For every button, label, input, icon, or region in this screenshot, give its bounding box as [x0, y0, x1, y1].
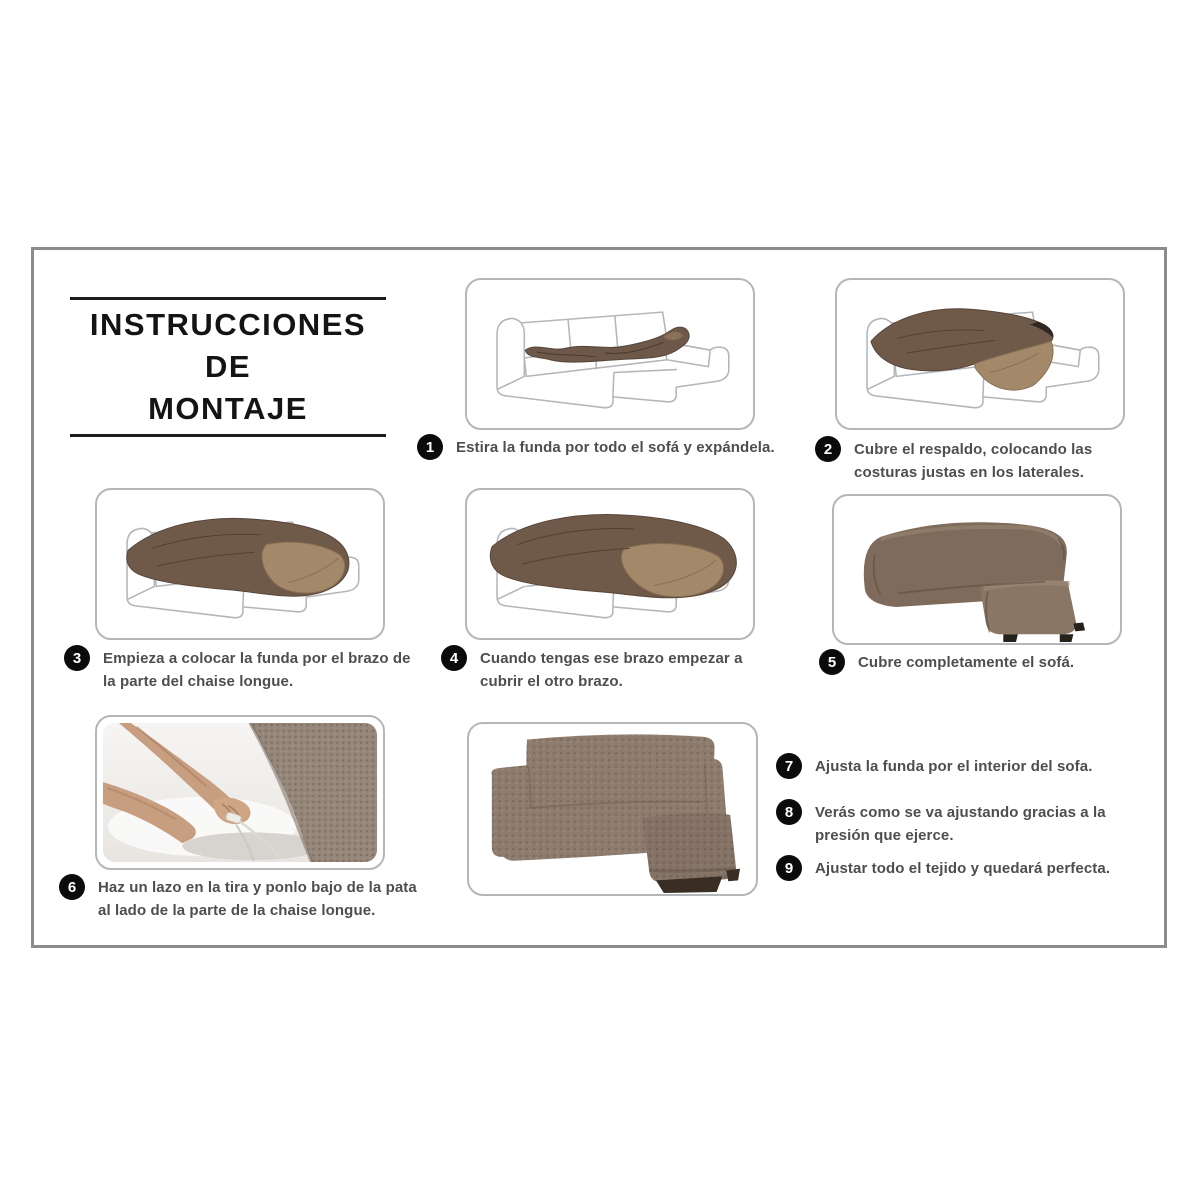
- step-2-caption: Cubre el respaldo, colocando las costuras justas en los laterales.: [854, 441, 1093, 481]
- step-7: [776, 753, 1175, 779]
- step-9: [776, 855, 1175, 881]
- title-block: [70, 297, 386, 437]
- step-7-badge: 7: [776, 753, 802, 779]
- sofa-cover-step1-illustration: [467, 280, 753, 428]
- step-8-caption: Verás como se va ajustando gracias a la presión que ejerce.: [815, 804, 1106, 844]
- illustration-box-5: [832, 494, 1122, 645]
- step-7-caption: Ajusta la funda por el interior del sofa.: [815, 758, 1093, 775]
- sofa-backrest: [526, 734, 714, 810]
- page-title: [70, 304, 386, 430]
- step-5-caption: Cubre completamente el sofá.: [858, 654, 1075, 671]
- step-9-caption: Ajustar todo el tejido y quedará perfecta.: [815, 860, 1111, 877]
- step-3: [64, 645, 425, 693]
- step-9-badge: 9: [776, 855, 802, 881]
- step-1: [417, 434, 816, 460]
- step-2: [815, 436, 1119, 484]
- illustration-box-6: [95, 715, 385, 870]
- sofa-cover-step2-illustration: [837, 280, 1123, 428]
- title-line-1: INSTRUCCIONES: [89, 307, 367, 342]
- step-1-caption: Estira la funda por todo el sofá y expándela.: [456, 439, 775, 456]
- illustration-box-3: [95, 488, 385, 640]
- illustration-box-1: [465, 278, 755, 430]
- step-3-caption: Empieza a colocar la funda por el brazo de la parte del chaise longue.: [103, 650, 411, 690]
- title-line-3: MONTAJE: [148, 391, 308, 426]
- step-6-caption: Haz un lazo en la tira y ponlo bajo de la pata al lado de la parte de la chaise longue.: [98, 879, 417, 919]
- illustration-box-2: [835, 278, 1125, 430]
- step-1-badge: 1: [417, 434, 443, 460]
- title-rule-top: [70, 297, 386, 300]
- sofa-cover-step4-illustration: [467, 490, 753, 638]
- step6-photo: [103, 723, 377, 862]
- step-5: [819, 649, 1158, 675]
- step-5-badge: 5: [819, 649, 845, 675]
- hands-tying-lace-photo-illustration: [103, 723, 377, 862]
- step-3-badge: 3: [64, 645, 90, 671]
- step-8: [776, 799, 1115, 847]
- illustration-box-7: [467, 722, 758, 896]
- finished-sofa-photo-illustration: [469, 724, 756, 894]
- illustration-box-4: [465, 488, 755, 640]
- sofa-cover-step3-illustration: [97, 490, 383, 638]
- step-2-badge: 2: [815, 436, 841, 462]
- step-4-caption: Cuando tengas ese brazo empezar a cubrir el otro brazo.: [480, 650, 743, 690]
- sofa-covered-step5-illustration: [834, 496, 1120, 643]
- step-8-badge: 8: [776, 799, 802, 825]
- step-6: [59, 874, 428, 922]
- step-4-badge: 4: [441, 645, 467, 671]
- title-rule-bottom: [70, 434, 386, 437]
- step-6-badge: 6: [59, 874, 85, 900]
- sofa-foot: [726, 869, 740, 882]
- step-4: [441, 645, 755, 693]
- title-line-2: DE: [204, 349, 252, 384]
